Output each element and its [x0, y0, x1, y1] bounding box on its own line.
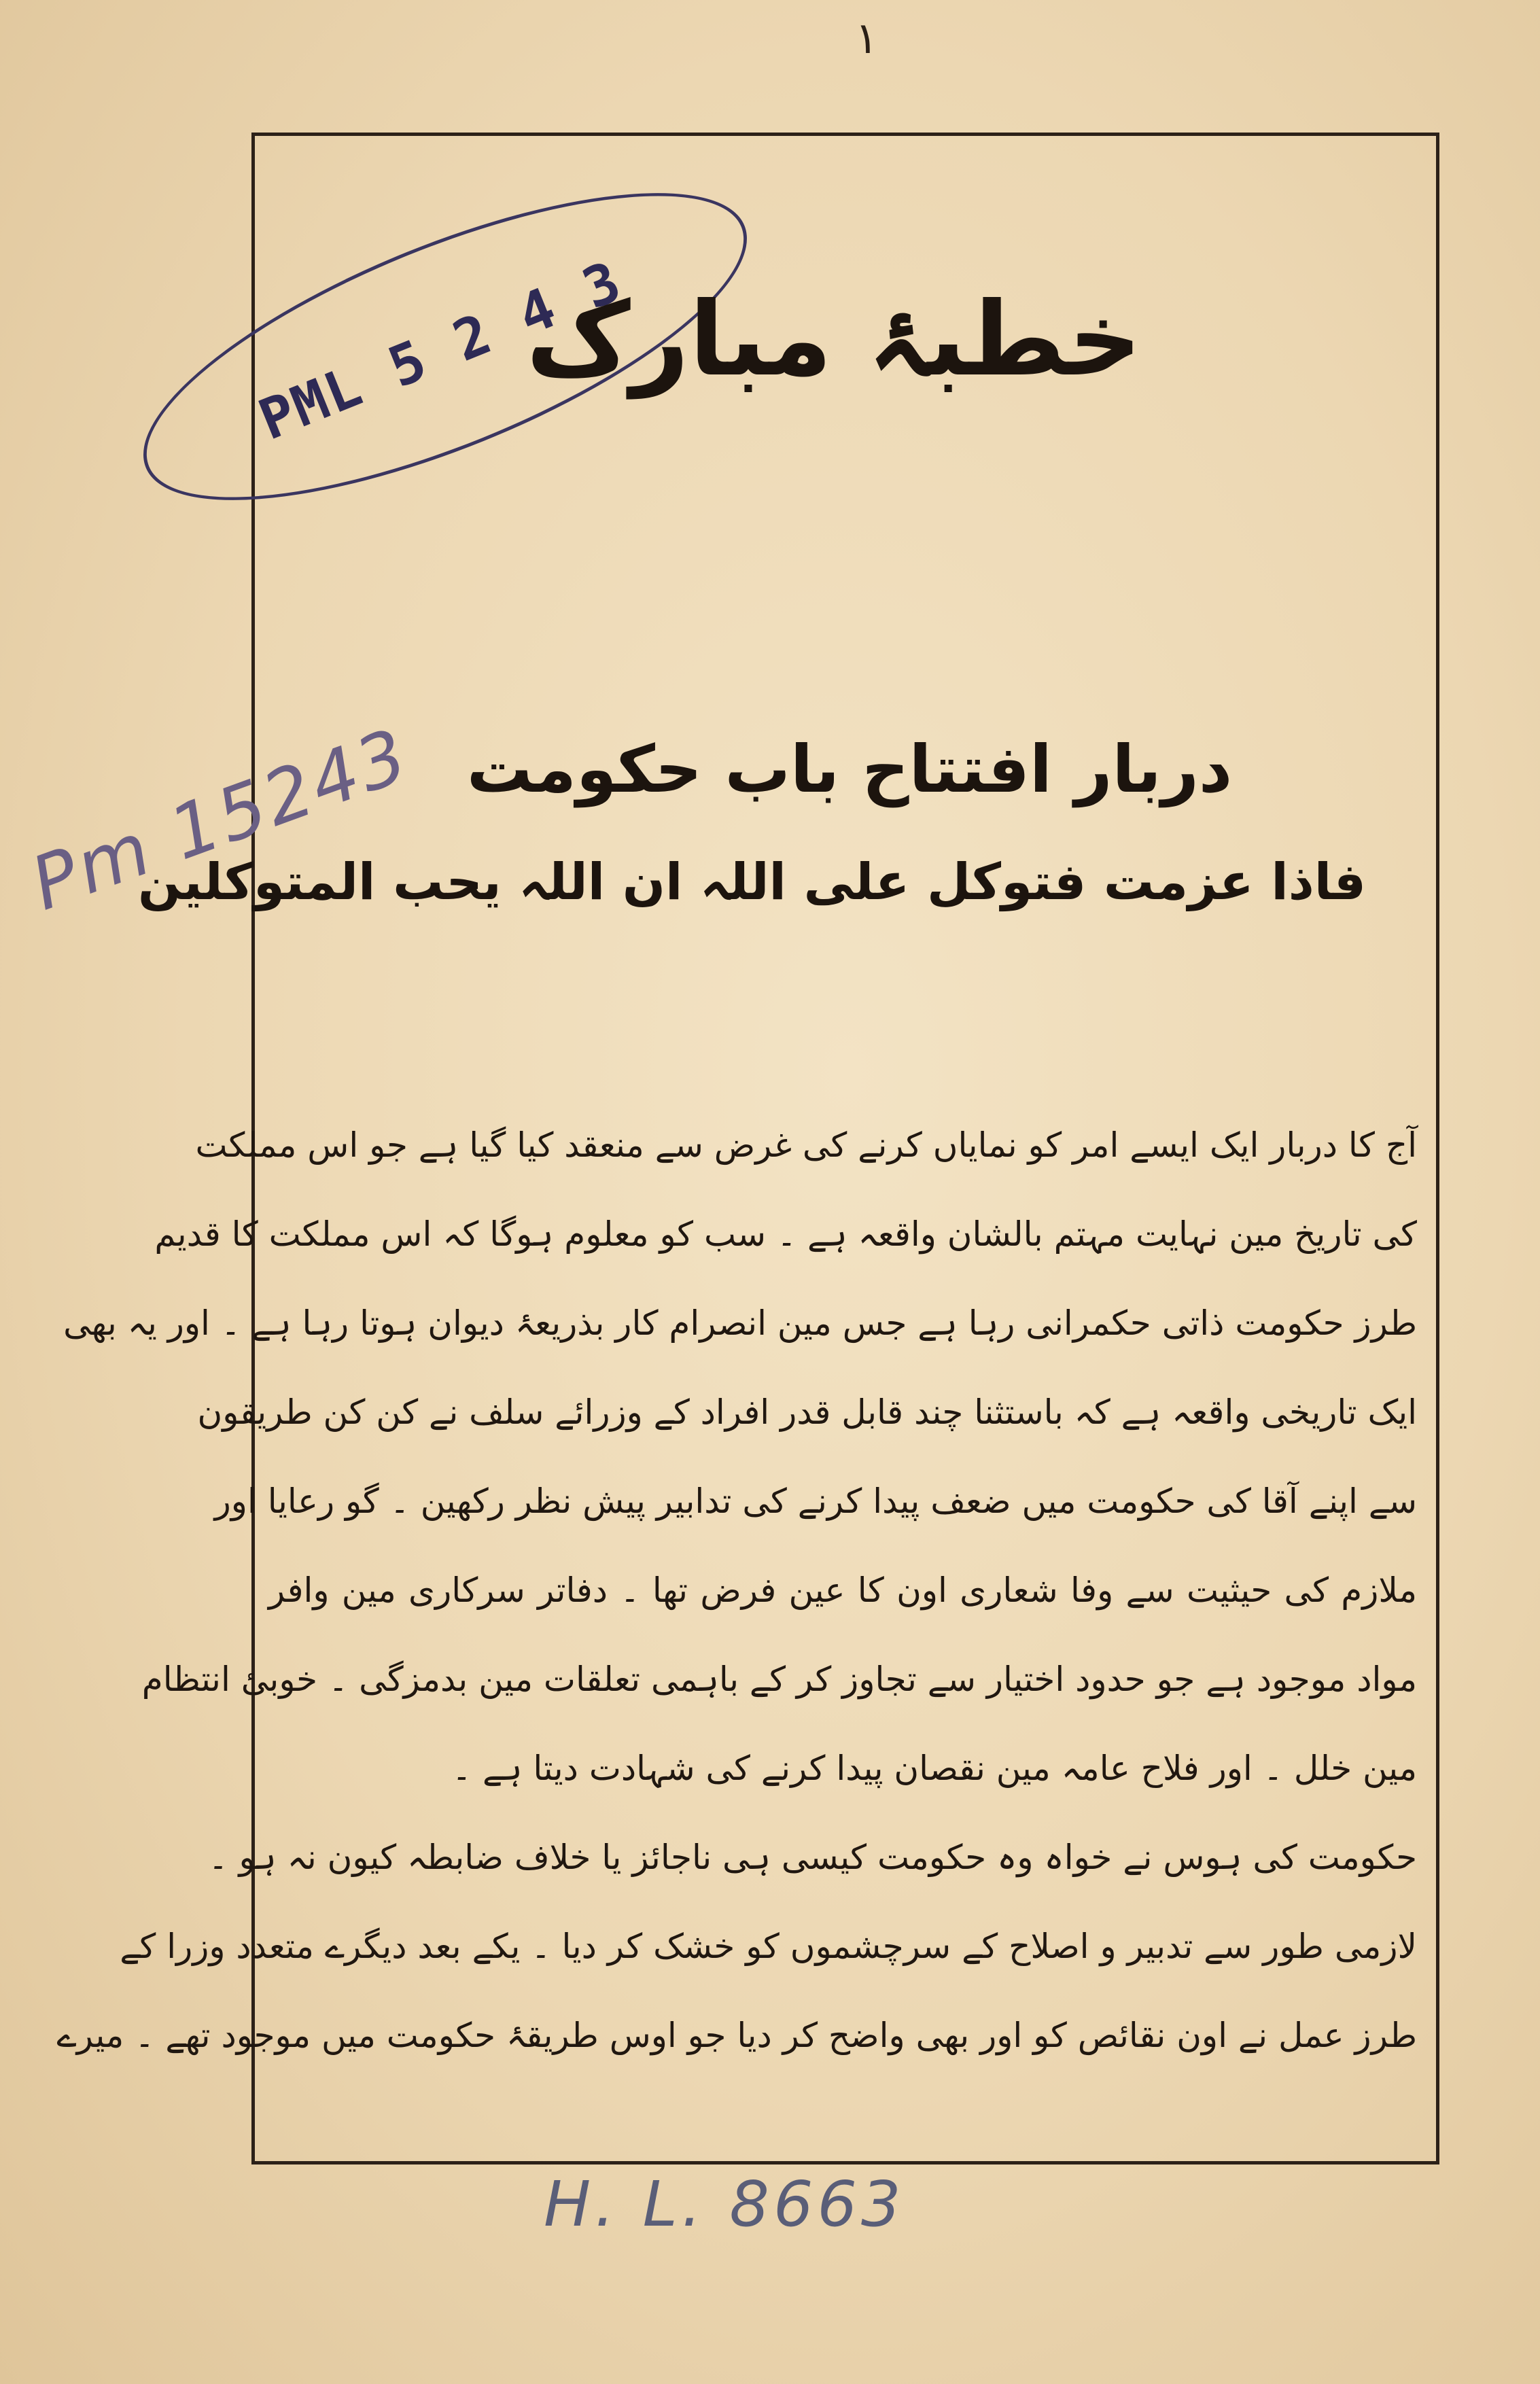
- text-line: سے اپنے آقا کی حکومت میں ضعف پیدا کرنے کی تدابیر پیش نظر رکھین ۔ گو رعایا اور: [214, 1482, 1417, 1521]
- shelfmark: H. L. 8663: [544, 2168, 905, 2241]
- page-number: ۱: [854, 14, 879, 64]
- text-line: ملازم کی حیثیت سے وفا شعاری اون کا عین فرض تھا ۔ دفاتر سرکاری مین وافر: [268, 1571, 1417, 1610]
- text-line: حکومت کی ہوس نے خواہ وہ حکومت کیسی ہی ناجائز یا خلاف ضابطہ کیون نہ ہو ۔: [208, 1838, 1417, 1877]
- text-line: آج کا دربار ایک ایسے امر کو نمایاں کرنے کی غرض سے منعقد کیا گیا ہے جو اس مملکت: [195, 1125, 1417, 1165]
- text-line: ایک تاریخی واقعہ ہے کہ باستثنا چند قابل قدر افراد کے وزرائے سلف نے کن کن طریقون: [197, 1392, 1417, 1432]
- text-line: طرز عمل نے اون نقائص کو اور بھی واضح کر دیا جو اوس طریقۂ حکومت میں موجود تھے ۔ میرے: [56, 2016, 1417, 2055]
- body-paragraph: [56, 1101, 1417, 2080]
- text-line: کی تاریخ مین نہایت مہتم بالشان واقعہ ہے ۔ سب کو معلوم ہوگا کہ اس مملکت کا قدیم: [154, 1214, 1417, 1254]
- subtitle: دربار افتتاح باب حکومت: [466, 731, 1233, 807]
- text-line: طرز حکومت ذاتی حکمرانی رہا ہے جس مین انصرام کار بذریعۂ دیوان ہوتا رہا ہے ۔ اور یہ بھی: [63, 1303, 1417, 1343]
- text-line: لازمی طور سے تدبیر و اصلاح کے سرچشموں کو خشک کر دیا ۔ یکے بعد دیگرے متعدد وزرا کے: [120, 1927, 1417, 1966]
- page-title: خطبۂ مبارک: [526, 281, 1142, 399]
- quranic-verse: فاذا عزمت فتوکل علی اللہ ان اللہ یحب المتوکلین: [137, 853, 1366, 911]
- accession-number: Pm 15243: [20, 712, 421, 928]
- text-line: مواد موجود ہے جو حدود اختیار سے تجاوز کر کے باہمی تعلقات مین بدمزگی ۔ خوبیٔ انتظام: [141, 1660, 1417, 1699]
- text-line: مین خلل ۔ اور فلاح عامہ مین نقصان پیدا کرنے کی شہادت دیتا ہے ۔: [451, 1749, 1417, 1788]
- stamp-text: PML 5 2 4 3: [250, 249, 631, 453]
